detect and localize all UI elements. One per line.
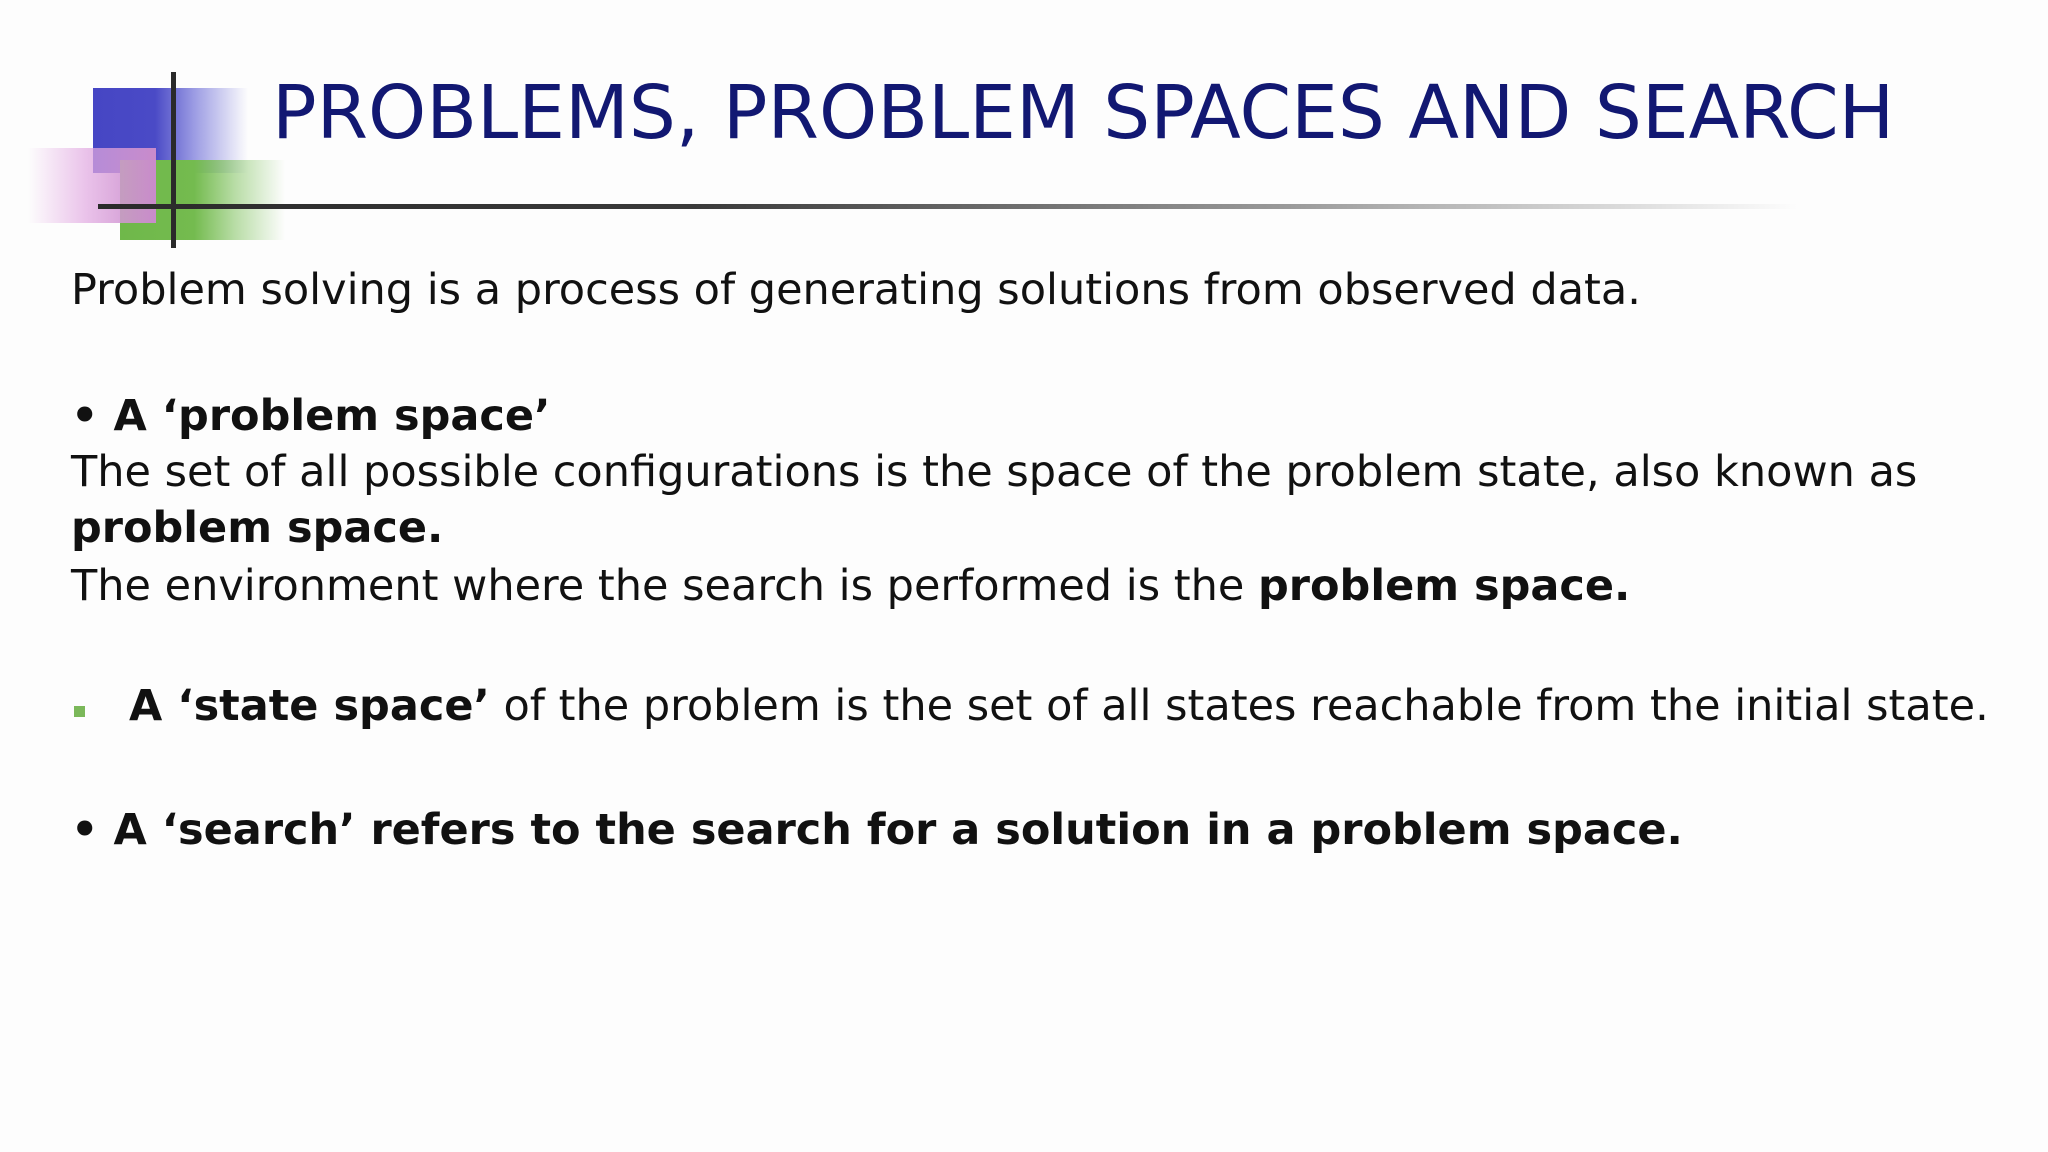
search-text: A ‘search’ refers to the search for a solution in a problem space.: [113, 805, 1683, 855]
search-item: [71, 802, 1991, 858]
environment-bold: problem space.: [1258, 561, 1631, 611]
definition-bold: problem space.: [71, 503, 444, 553]
state-space-text: of the problem is the set of all states reachable from the initial state.: [489, 681, 1989, 731]
square-bullet-icon: [74, 706, 85, 717]
bullet-icon: •: [71, 805, 99, 855]
environment-text: [71, 558, 1991, 614]
logo-pink-square: [28, 148, 156, 223]
slide-title: PROBLEMS, PROBLEM SPACES AND SEARCH: [272, 70, 1895, 156]
problem-space-heading-text: A ‘problem space’: [113, 391, 551, 441]
state-space-bold: A ‘state space’: [129, 681, 490, 731]
definition-text: The set of all possible configurations is the space of the problem state, also known as: [71, 447, 1918, 497]
logo-vertical-line: [171, 72, 176, 248]
intro-text: Problem solving is a process of generating solutions from observed data.: [71, 265, 1641, 315]
problem-space-definition: [71, 444, 1991, 556]
title-underline: [98, 204, 1798, 209]
problem-space-heading: [71, 388, 1991, 444]
slide-body: [71, 262, 1991, 858]
environment-plain: The environment where the search is performed is the: [71, 561, 1259, 611]
bullet-icon: •: [71, 391, 99, 441]
state-space-item: [71, 678, 1991, 734]
